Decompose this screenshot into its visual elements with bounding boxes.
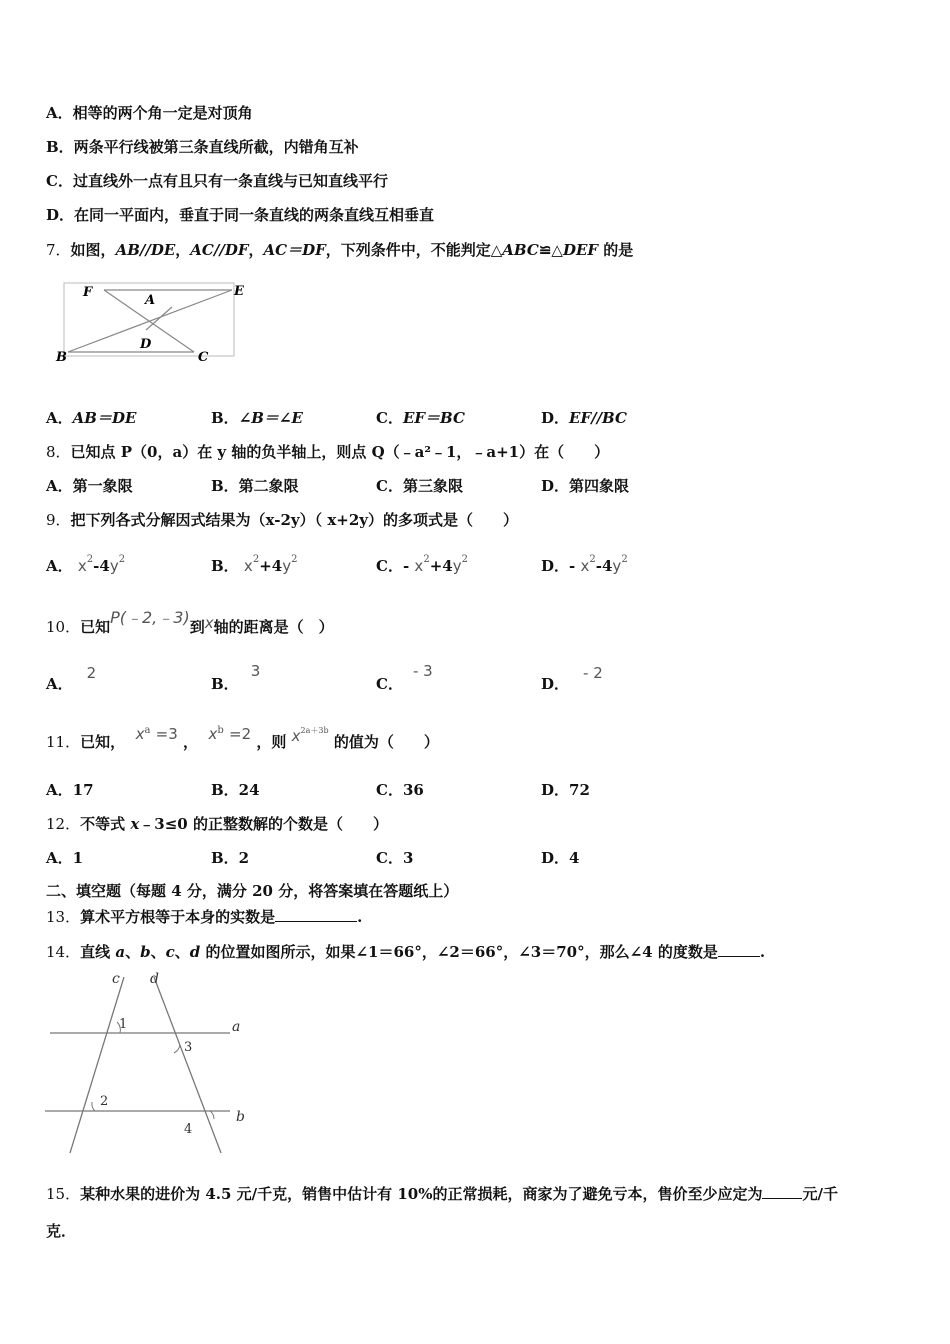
q7-label-a: A [145,293,156,308]
q15-blank [762,1198,802,1199]
q14-label-1: 1 [119,1017,128,1032]
q7-label-b: B [56,350,67,365]
q9-option-b: B． $x^2+4y^2$ [211,554,298,575]
q14-label-c: c [112,971,120,987]
q10-option-c: C．- 3 [376,662,433,693]
q15-stem: 15．某种水果的进价为 4.5 元/千克，销售中估计有 10%的正常损耗，商家为了避免亏本，售价至少应定为 元/千 [46,1185,838,1203]
q14-label-3: 3 [184,1040,193,1055]
q9-stem: 9．把下列各式分解因式结果为（x-2y）（ x+2y）的多项式是（ ） [46,511,518,529]
q7-option-d: D．EF//BC [541,409,627,427]
q10-option-b: B．3 [211,662,261,693]
q14-stem: 14．直线 a、b、c、d 的位置如图所示，如果∠1＝66°，∠2＝66°，∠3＝70°，那么∠4 的度数是 . [46,943,766,961]
q6-option-c: C．过直线外一点有且只有一条直线与已知直线平行 [46,172,388,190]
q10-stem: 10．已知P(﹣2,﹣3)到x轴的距离是（ ） [46,608,334,636]
q8-option-d: D．第四象限 [541,477,630,495]
q8-stem: 8．已知点 P（0，a）在 y 轴的负半轴上，则点 Q（﹣a²﹣1，﹣a+1）在（ ） [46,443,610,461]
q7-label-c: C [198,350,209,365]
q9-option-d: D．- $x^2-4y^2$ [541,554,628,575]
q7-label-f: F [83,285,93,300]
q7-option-c: C．EF＝BC [376,409,465,427]
q6-option-d: D．在同一平面内，垂直于同一条直线的两条直线互相垂直 [46,206,435,224]
q12-option-b: B．2 [211,849,250,867]
q11-option-b: B．24 [211,781,260,799]
q7-figure [54,280,254,370]
q12-option-d: D．4 [541,849,580,867]
q8-option-b: B．第二象限 [211,477,299,495]
q14-label-b: b [236,1109,245,1125]
q10-point: P(﹣2,﹣3) [110,608,190,627]
q11-option-d: D．72 [541,781,590,799]
q12-option-c: C．3 [376,849,414,867]
q7-option-a: A．AB＝DE [46,409,137,427]
q7-label-d: D [140,337,152,352]
q14-blank [718,956,760,957]
q14-figure [40,965,260,1160]
q7-option-b: B．∠B＝∠E [211,409,303,427]
q15-stem-line2: 克． [46,1222,77,1240]
q6-option-a: A．相等的两个角一定是对顶角 [46,104,253,122]
q14-label-a: a [232,1019,241,1035]
q12-option-a: A．1 [46,849,84,867]
q9-option-c: C．- $x^2+4y^2$ [376,554,468,575]
q7-number: 7． [46,241,71,259]
q11-option-a: A．17 [46,781,94,799]
q10-option-a: A．2 [46,664,97,693]
q10-option-d: D．- 2 [541,664,603,693]
q8-option-c: C．第三象限 [376,477,463,495]
section-2-heading: 二、填空题（每题 4 分，满分 20 分，将答案填在答题纸上） [46,882,459,900]
q8-option-a: A．第一象限 [46,477,133,495]
q7-stem: 7．如图，AB//DE，AC//DF，AC＝DF，下列条件中，不能判定△ABC≌△DEF 的是 [46,241,634,259]
q14-label-d: d [150,971,159,987]
q14-label-2: 2 [100,1094,109,1109]
q14-label-4: 4 [184,1122,193,1137]
q11-stem: 11．已知， $x^a =3$ ， $x^b =2$ ，则 $x^{2a+3b}$ 的值为（ ） [46,725,439,751]
q6-option-b: B．两条平行线被第三条直线所截，内错角互补 [46,138,359,156]
q13-blank [275,921,357,922]
q7-label-e: E [234,284,244,299]
q11-option-c: C．36 [376,781,424,799]
q9-option-a: A． $x^2-4y^2$ [46,554,126,575]
q12-stem: 12．不等式 x﹣3≤0 的正整数解的个数是（ ） [46,815,388,833]
q13-stem: 13．算术平方根等于本身的实数是 . [46,908,363,926]
